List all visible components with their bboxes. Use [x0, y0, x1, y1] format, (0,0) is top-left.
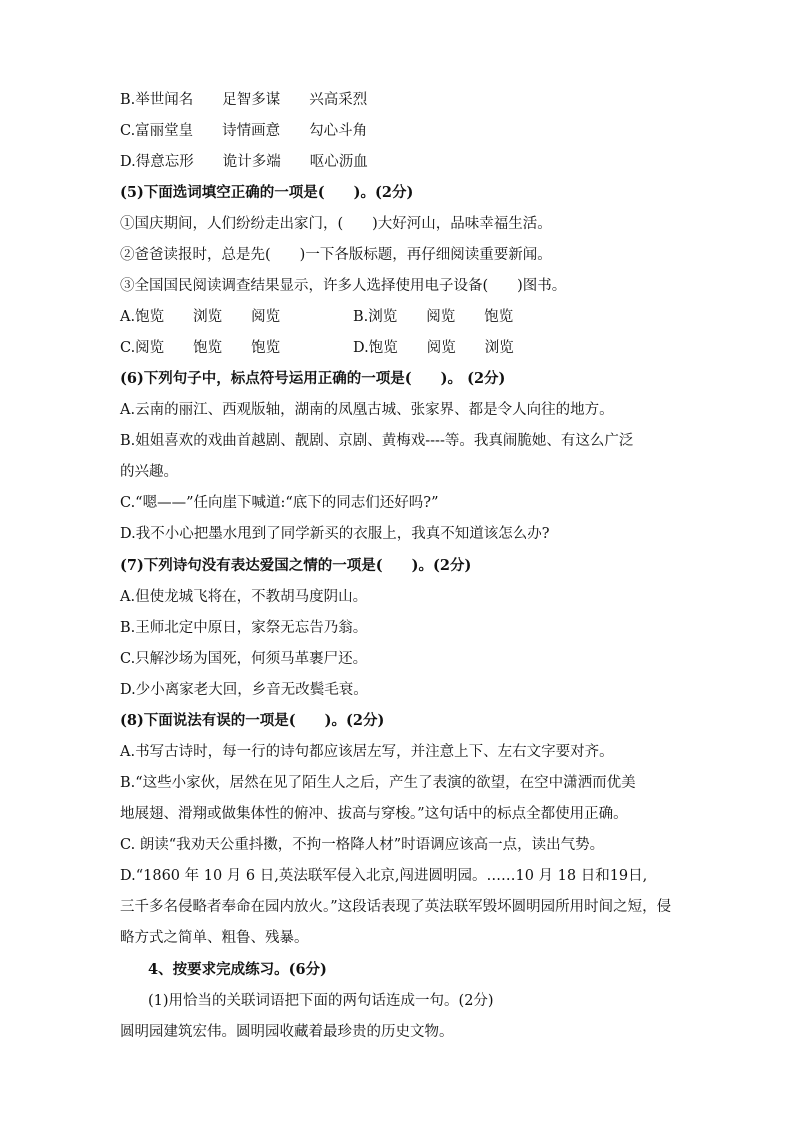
q4-option-d: D.得意忘形 诡计多端 呕心沥血 [120, 154, 368, 170]
q8-option-b-line-2: 地展翅、滑翔或做集体性的俯冲、拔高与穿梭。”这句话中的标点全都使用正确。 [120, 806, 628, 822]
q8-option-d-line-3: 略方式之简单、粗鲁、残暴。 [120, 930, 309, 946]
q5-option-b: B.浏览 阅览 饱览 [353, 309, 514, 325]
q5-sentence-2: ②爸爸读报时，总是先( )一下各版标题，再仔细阅读重要新闻。 [120, 247, 552, 263]
q8-option-d-line-2: 三千多名侵略者奉命在园内放火。”这段话表现了英法联军毁坏圆明园所用时间之短，侵 [120, 899, 672, 915]
q4-option-b: B.举世闻名 足智多谋 兴高采烈 [120, 92, 368, 108]
section-4-title: 4、按要求完成练习。(6分) [148, 961, 327, 978]
q5-sentence-1: ①国庆期间，人们纷纷走出家门，( )大好河山，品味幸福生活。 [120, 216, 552, 232]
q6-option-a: A.云南的丽江、西观版轴，湖南的凤凰古城、张家界、都是令人向往的地方。 [120, 402, 614, 418]
q5-option-c: C.阅览 饱览 饱览 [120, 340, 281, 356]
q7-option-c: C.只解沙场为国死，何须马革裹尸还。 [120, 651, 368, 667]
q6-title: (6)下列句子中，标点符号运用正确的一项是( )。 (2分) [120, 370, 506, 387]
section-4-sub-1: (1)用恰当的关联词语把下面的两句话连成一句。(2分) [148, 993, 494, 1009]
q8-option-c: C. 朗读“我劝天公重抖擞，不拘一格降人材”时语调应该高一点，读出气势。 [120, 837, 605, 853]
q6-option-b-line-1: B.姐姐喜欢的戏曲首越剧、靓剧、京剧、黄梅戏----等。我真闹脆她、有这么广泛 [120, 433, 634, 449]
q8-option-a: A.书写古诗时，每一行的诗句都应该居左写，并注意上下、左右文字要对齐。 [120, 744, 614, 760]
q7-title: (7)下列诗句没有表达爱国之情的一项是( )。(2分) [120, 557, 472, 574]
q8-title: (8)下面说法有误的一项是( )。(2分) [120, 712, 385, 729]
q7-option-a: A.但使龙城飞将在，不教胡马度阴山。 [120, 589, 368, 605]
q8-option-b-line-1: B.“这些小家伙，居然在见了陌生人之后，产生了表演的欲望，在空中潇洒而优美 [120, 775, 636, 791]
q7-option-b: B.王师北定中原日，家祭无忘告乃翁。 [120, 620, 368, 636]
q5-option-d: D.饱览 阅览 浏览 [353, 340, 514, 356]
q5-option-a: A.饱览 浏览 阅览 [120, 309, 281, 325]
q7-option-d: D.少小离家老大回，乡音无改鬓毛衰。 [120, 682, 368, 698]
q8-option-d-line-1: D.“1860 年 10 月 6 日,英法联军侵入北京,闯进圆明园。……10 月 18 日和19日, [120, 868, 648, 884]
section-4-text-1: 圆明园建筑宏伟。圆明园收藏着最珍贵的历史文物。 [120, 1024, 454, 1040]
q6-option-d: D.我不小心把墨水甩到了同学新买的衣服上，我真不知道该怎么办? [120, 526, 550, 542]
q4-option-c: C.富丽堂皇 诗情画意 勾心斗角 [120, 123, 368, 139]
q5-sentence-3: ③全国国民阅读调查结果显示，许多人选择使用电子设备( )图书。 [120, 278, 567, 294]
q6-option-c: C.“嗯——”任向崖下喊道:“底下的同志们还好吗?” [120, 495, 439, 511]
q5-title: (5)下面选词填空正确的一项是( )。(2分) [120, 184, 414, 201]
q6-option-b-line-2: 的兴趣。 [120, 464, 178, 480]
